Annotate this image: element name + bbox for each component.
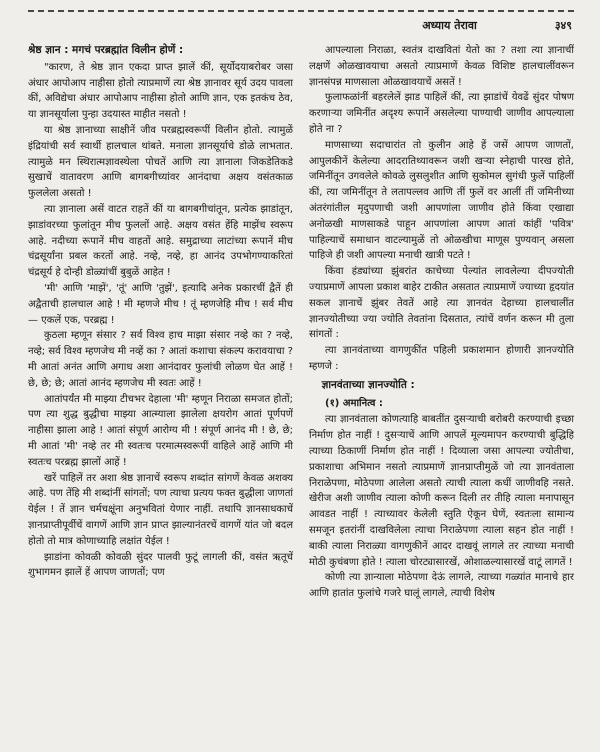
section-heading-left: श्रेष्ठ ज्ञान : मगचं परब्रह्मांत विलीन होणें :	[28, 44, 184, 56]
decorative-dashed-rule	[28, 10, 574, 12]
paragraph: कोणी त्या ज्ञान्याला मोठेपणा देऊं लागले, त्याच्या गळ्यांत मानाचे हार आणि हातांत फुलांचे गजरे घालूं लागले, त्याची विशेष	[309, 572, 574, 600]
page-header	[28, 18, 574, 33]
paragraph: खरें पाहिलें तर अशा श्रेष्ठ ज्ञानाचें स्वरूप शब्दांत सांगणें केवळ अशक्य आहे. पण तेंहि मी शब्दांनीं सांगतों; पण त्याचा प्रत्यय फक्त बुद्धीला जाणतां येईल ! तें ज्ञान चर्मचक्षूंना अनुभवितां येणार नाहीं. तथापि ज्ञानसाधकाचें ज्ञानप्राप्तीपूर्वीचें वागणें आणि ज्ञान प्राप्त झाल्यानंतरचें वागणें यांत जो बदल होतो तो मात्र कोणाच्याहि लक्षांत येईल !	[28, 472, 293, 547]
paragraph: आतांपर्यंत मी माझ्या टीचभर देहाला 'मी' म्हणून निराळा समजत होतों; पण त्या शुद्ध बुद्धीचा माझ्या आत्म्याला झालेला क्षयरोग आतां पूर्णपणें नाहीसा झाला आहे ! आतां संपूर्ण आरोग्य मी ! संपूर्ण आनंद मी ! छे, छे; मी आतां 'मी' नव्हे तर मी स्वतःच परमात्मस्वरूपीं वाहिले आहें आणि मी स्वतःच परब्रह्म झालों आहें !	[28, 393, 293, 468]
paragraph: किंवा हंड्यांच्या झुंबरांत काचेच्या पेल्यांत लावलेल्या दीपज्योती ज्याप्रमाणें आपला प्रकाश बाहेर टाकीत असतात त्याप्रमाणें ज्याच्या हृदयांत सकल ज्ञानाचें झुंबर तेवतें आहे त्या ज्ञानवंत देहाच्या हालचालींत ज्ञानज्योतीच्या ज्या ज्योति तेवतांना दिसतात, त्यांचें वर्णन करून मी तुला सांगतों :	[309, 266, 574, 341]
left-column	[28, 43, 293, 602]
paragraph: आपल्याला निराळा, स्वतंत्र दाखवितां येतो का ? तशा त्या ज्ञानाचीं लक्षणें ओळखावयाचा असतो त्याप्रमाणें केवळ विशिष्ट हालचालींवरून ज्ञानसंपन्न माणसाला ओळखावयाचें असतें !	[309, 45, 574, 88]
paragraph: त्या ज्ञानाला असें वाटत राहतें कीं या बागबगीचांतून, प्रत्येक झाडांतून, झाडांवरच्या फुलांतून मीच फुललों आहे. अक्षय वसंत हेंहि माझेंच स्वरूप आहे. नदीच्या रूपानें मीच वाहतों आहे. समुद्राच्या लाटांच्या रूपानें मीच चंद्रसूर्यांना प्रबल करतों आहे. नव्हे, नव्हे, हा आनंद उपभोगण्याकरितां चंद्रसूर्य हे दोन्ही डोळ्यांचीं बुबुळें आहेत !	[28, 203, 293, 279]
paragraph: त्या ज्ञानवंताला कोणत्याहि बाबतींत दुसऱ्याची बरोबरी करण्याची इच्छा निर्माण होत नाहीं ! दुसऱ्याचें आणि आपलें मूल्यमापन करण्याची बुद्धिहि त्याच्या ठिकाणीं निर्माण होत नाहीं ! दिव्याला जसा आपल्या ज्योतीचा, प्रकाशाचा अभिमान नसतो त्याप्रमाणें ज्ञानप्राप्तीमुळें जो त्या ज्ञानवंताला निराळेपणा, मोठेपणा आलेला असतो त्याची त्याला कधीं जाणीवहि नसते. खेरीज अशी जाणीव त्याला कोणी करून दिली तर तीहि त्याला मनापासून आवडत नाहीं ! त्याच्यावर केलेली स्तुति ऐकून घेणें, स्वतःला सामान्य समजून इतरांनीं दाखविलेला त्याचा निराळेपणा त्याला सहन होत नाहीं ! बाकी त्याला निराळ्या वागणुकीनें आदर दाखवूं लागले तर त्याच्या मनाची मोठी कुचंबणा होते ! त्याला चोरट्यासारखें, ओशाळल्यासारखें वाटूं लागतें !	[309, 414, 574, 568]
subsection-heading: (१) अमानित्व :	[325, 397, 383, 409]
paragraph: या श्रेष्ठ ज्ञानाच्या साक्षीनें जीव परब्रह्मस्वरूपीं विलीन होतो. त्यामुळें इंद्रियांची सर्व स्वार्थी हालचाल थांबते. मनाला ज्ञानसूर्याचे डोळे लाभतात. त्यामुळे मन स्थिरात्मज्ञावस्थेला पोचतें आणि त्या ज्ञानाला जिकडेतिकडे सुखाचें वातावरण आणि बागबगीच्यांवर आनंदाचा अक्षय वसंतकाळ फुललेला असतो !	[28, 124, 293, 200]
section-heading-right: ज्ञानवंताच्या ज्ञानज्योति :	[321, 378, 415, 391]
paragraph: त्या ज्ञानवंताच्या वागणुकींत पहिली प्रकाशमान होणारी ज्ञानज्योति म्हणजे :	[309, 345, 574, 372]
paragraph: माणसाच्या सदाचारांत तो कुलीन आहे हें जसें आपण जाणतों, आपुलकीनें केलेल्या आदरातिथ्यावरून जशी खऱ्या स्नेहाची पारख होते, जमिनींतून उगवलेले कोवळे लुसलुशीत आणि सुकोमल सुगंधी फुलें पाहिलीं कीं, त्या जमिनींतून ते लतापल्लव आणि तीं फुलें वर आलीं तीं जमिनीच्या अंतरंगांतील मृदुपणाची जशी आपणांला जाणीव होते किंवा एखाद्या अनोळखी माणसाकडे पाहून आपणांला आपण आतां कांहीं 'पवित्र' पाहिल्याचें समाधान वाटल्यामुळें तो ओळखीचा माणूस पुण्यवान् असला पाहिजे ही जशी आपल्या मनाची खात्री पटते !	[309, 139, 574, 262]
paragraph: 'मी' आणि 'माझें', 'तूं' आणि 'तुझें', इत्यादि अनेक प्रकारचीं द्वैतें ही अद्वैताची हालचाल आहे ! मी म्हणजे मीच ! तूं म्हणजेहि मीच ! सर्व मीच — एकलें एक, परब्रह्म !	[28, 282, 293, 326]
text-columns	[28, 43, 574, 602]
paragraph: "कारण, ते श्रेष्ठ ज्ञान एकदा प्राप्त झालें कीं, सूर्योदयाबरोबर जसा अंधार आपोआप नाहीसा होतो त्याप्रमाणें त्या श्रेष्ठ ज्ञानावर सूर्य उदय पावला कीं, अविद्येचा अंधार आपोआप नाहीसा होतो आणि ज्ञान, एक इतकंच ठेव, या ज्ञानसूर्याला पुन्हा उदयास्त माहीत नसतो !	[28, 61, 293, 121]
paragraph: फुलाफळांनीं बहरलेलें झाड पाहिलें कीं, त्या झाडांचें येवढें सुंदर पोषण करणाऱ्या जमिनींत अदृश्य रूपानें असलेल्या पाण्याची जाणीव आपल्याला होते ना ?	[309, 92, 574, 135]
page-number: ३४९	[554, 19, 572, 32]
paragraph: कुठला म्हणून संसार ? सर्व विश्व हाच माझा संसार नव्हे का ? नव्हे, नव्हे; सर्व विश्व म्हणजेच मी नव्हें का ? आतां कशाचा संकल्प करावयाचा ? मी आतां अनंत आणि अगाध अशा आनंदावर फुलांची लोळण घेत आहें ! छे, छे; छे; आतां आनंद म्हणजेच मी स्वतः आहें !	[28, 330, 293, 389]
right-column	[309, 43, 574, 602]
chapter-title: अध्याय तेरावा	[422, 19, 477, 32]
paragraph: झाडांना कोवळी कोवळी सुंदर पालवी फुटूं लागली कीं, वसंत ऋतूचें शुभागमन झालें हें आपण जाणतों; पण	[28, 551, 293, 579]
